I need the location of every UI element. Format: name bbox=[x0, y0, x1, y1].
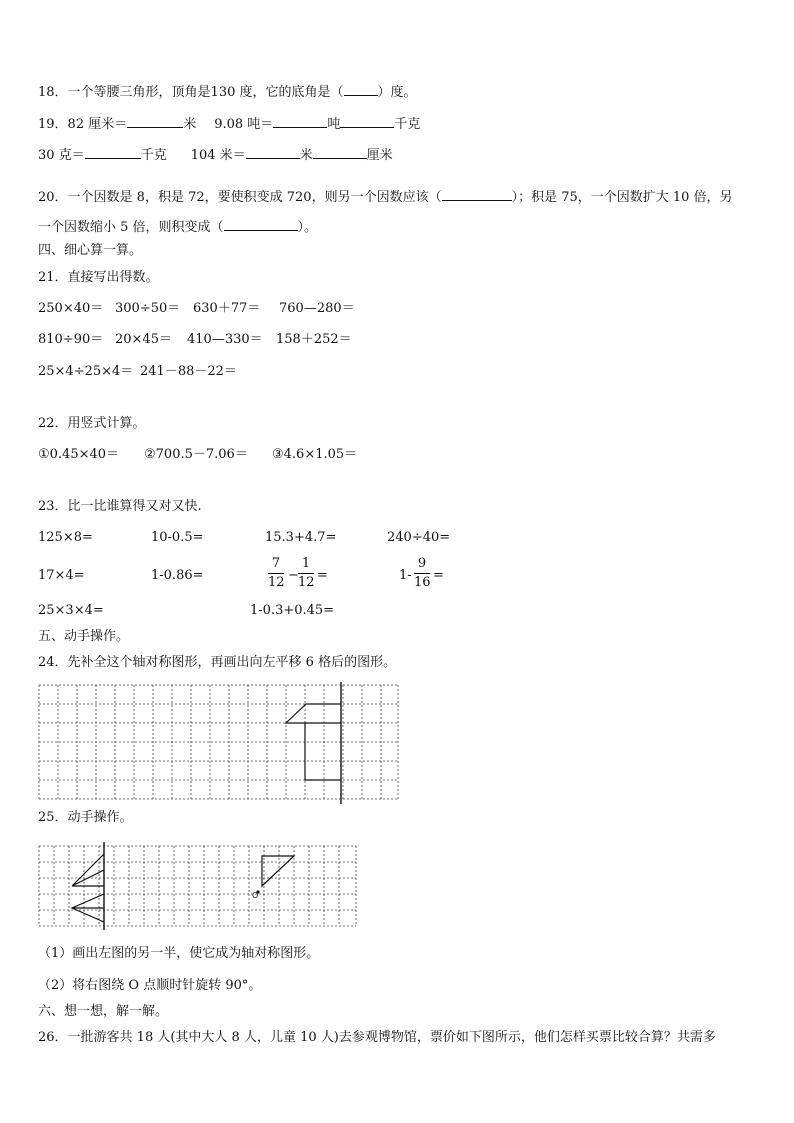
q21-item: 760—280＝ bbox=[279, 301, 355, 316]
q20-line2 bbox=[38, 217, 317, 237]
q19-text: 9.08 吨＝ bbox=[214, 117, 274, 132]
q21-item: 250×40＝ bbox=[38, 301, 104, 316]
q18 bbox=[38, 82, 417, 102]
q24-grid-figure[interactable] bbox=[36, 682, 402, 804]
q20-text: ）；积是 75，一个因数扩大 10 倍，另 bbox=[511, 190, 733, 205]
q19-text: 千克 bbox=[394, 117, 421, 132]
dotted-grid bbox=[39, 685, 398, 800]
q20-text: 20．一个因数是 8，积是 72，要使积变成 720，则另一个因数应该（ bbox=[38, 190, 442, 205]
q25-title: 25．动手操作。 bbox=[38, 810, 133, 825]
one-minus: 1- bbox=[399, 568, 412, 583]
q19-blank[interactable] bbox=[273, 114, 327, 128]
q19-blank[interactable] bbox=[340, 114, 394, 128]
q19-text: 19．82 厘米＝ bbox=[38, 117, 128, 132]
q23-item: 25×3×4= bbox=[38, 603, 104, 618]
q19-text: 千克 bbox=[140, 148, 167, 163]
fraction-denominator: 16 bbox=[414, 575, 431, 590]
q19-text: 米 bbox=[183, 117, 197, 132]
q21-item: 810÷90＝ bbox=[38, 332, 104, 347]
equals-sign: = bbox=[317, 568, 328, 583]
fraction-numerator: 1 bbox=[301, 556, 311, 571]
q25-sub2: （2）将右图绕 O 点顺时针旋转 90°。 bbox=[38, 978, 262, 993]
q19-text: 厘米 bbox=[366, 148, 393, 163]
point-o-label: O bbox=[252, 891, 259, 900]
right-triangle-figure bbox=[262, 856, 294, 886]
q19-blank[interactable] bbox=[246, 145, 300, 159]
q20-text: ）。 bbox=[297, 220, 318, 235]
q21-title: 21．直接写出得数。 bbox=[38, 270, 159, 285]
q18-answer-blank[interactable] bbox=[344, 82, 378, 96]
q19-text: 米 bbox=[299, 148, 313, 163]
q23-item: 15.3+4.7= bbox=[265, 530, 337, 545]
q21-item: 25×4÷25×4＝ bbox=[38, 364, 134, 379]
q24-title: 24．先补全这个轴对称图形，再画出向左平移 6 格后的图形。 bbox=[38, 655, 397, 670]
q23-item: 17×4= bbox=[38, 568, 85, 583]
fraction-denominator: 12 bbox=[268, 575, 285, 590]
q19-blank[interactable] bbox=[85, 145, 141, 159]
q22-item: ③4.6×1.05＝ bbox=[272, 447, 358, 462]
q19-blank[interactable] bbox=[313, 145, 367, 159]
q19-line2 bbox=[38, 145, 393, 165]
q18-text-b: ）度。 bbox=[377, 85, 417, 100]
q21-item: 20×45＝ bbox=[115, 332, 172, 347]
fraction-1-12 bbox=[298, 556, 314, 591]
fraction-denominator: 12 bbox=[298, 575, 315, 590]
q21-item: 300÷50＝ bbox=[115, 301, 181, 316]
fraction-9-16 bbox=[414, 556, 430, 591]
q21-item: 241－88－22＝ bbox=[140, 364, 237, 379]
q23-item: 1-0.86= bbox=[151, 568, 204, 583]
fraction-7-12 bbox=[268, 556, 284, 591]
q22-item: ②700.5－7.06＝ bbox=[144, 447, 248, 462]
q20-blank[interactable] bbox=[442, 187, 512, 201]
q21-item: 410—330＝ bbox=[187, 332, 263, 347]
q19-line1 bbox=[38, 114, 420, 134]
q21-item: 630＋77＝ bbox=[193, 301, 261, 316]
q20-blank[interactable] bbox=[224, 217, 298, 231]
q20-line1 bbox=[38, 187, 733, 207]
q23-item: 1-0.3+0.45= bbox=[250, 603, 335, 618]
q23-item: 240÷40= bbox=[387, 530, 451, 545]
fraction-numerator: 9 bbox=[417, 556, 427, 571]
section-6-heading: 六、想一想，解一解。 bbox=[38, 1004, 169, 1019]
q19-text: 30 克＝ bbox=[38, 148, 85, 163]
q19-text: 吨 bbox=[327, 117, 341, 132]
q22-title: 22．用竖式计算。 bbox=[38, 416, 146, 431]
q21-item: 158＋252＝ bbox=[276, 332, 352, 347]
q20-text: 一个因数缩小 5 倍，则积变成（ bbox=[38, 220, 224, 235]
section-4-heading: 四、细心算一算。 bbox=[38, 243, 143, 258]
q23-item: 125×8= bbox=[38, 530, 93, 545]
q18-text-a: 18．一个等腰三角形，顶角是130 度，它的底角是（ bbox=[38, 85, 344, 100]
q25-sub1: （1）画出左图的另一半，使它成为轴对称图形。 bbox=[38, 946, 320, 961]
q23-item: 10-0.5= bbox=[151, 530, 204, 545]
minus-sign: − bbox=[288, 568, 299, 583]
section-5-heading: 五、动手操作。 bbox=[38, 629, 130, 644]
q25-grid-figures[interactable] bbox=[36, 842, 360, 930]
fraction-numerator: 7 bbox=[271, 556, 281, 571]
q19-text: 104 米＝ bbox=[190, 148, 246, 163]
q23-title: 23．比一比谁算得又对又快. bbox=[38, 499, 202, 514]
q22-item: ①0.45×40＝ bbox=[38, 447, 120, 462]
q26-text: 26．一批游客共 18 人(其中大人 8 人，儿童 10 人)去参观博物馆，票价如下图所示，他们怎样买票比较合算？共需多 bbox=[38, 1030, 716, 1045]
equals-sign: = bbox=[433, 568, 444, 583]
q19-blank[interactable] bbox=[127, 114, 183, 128]
